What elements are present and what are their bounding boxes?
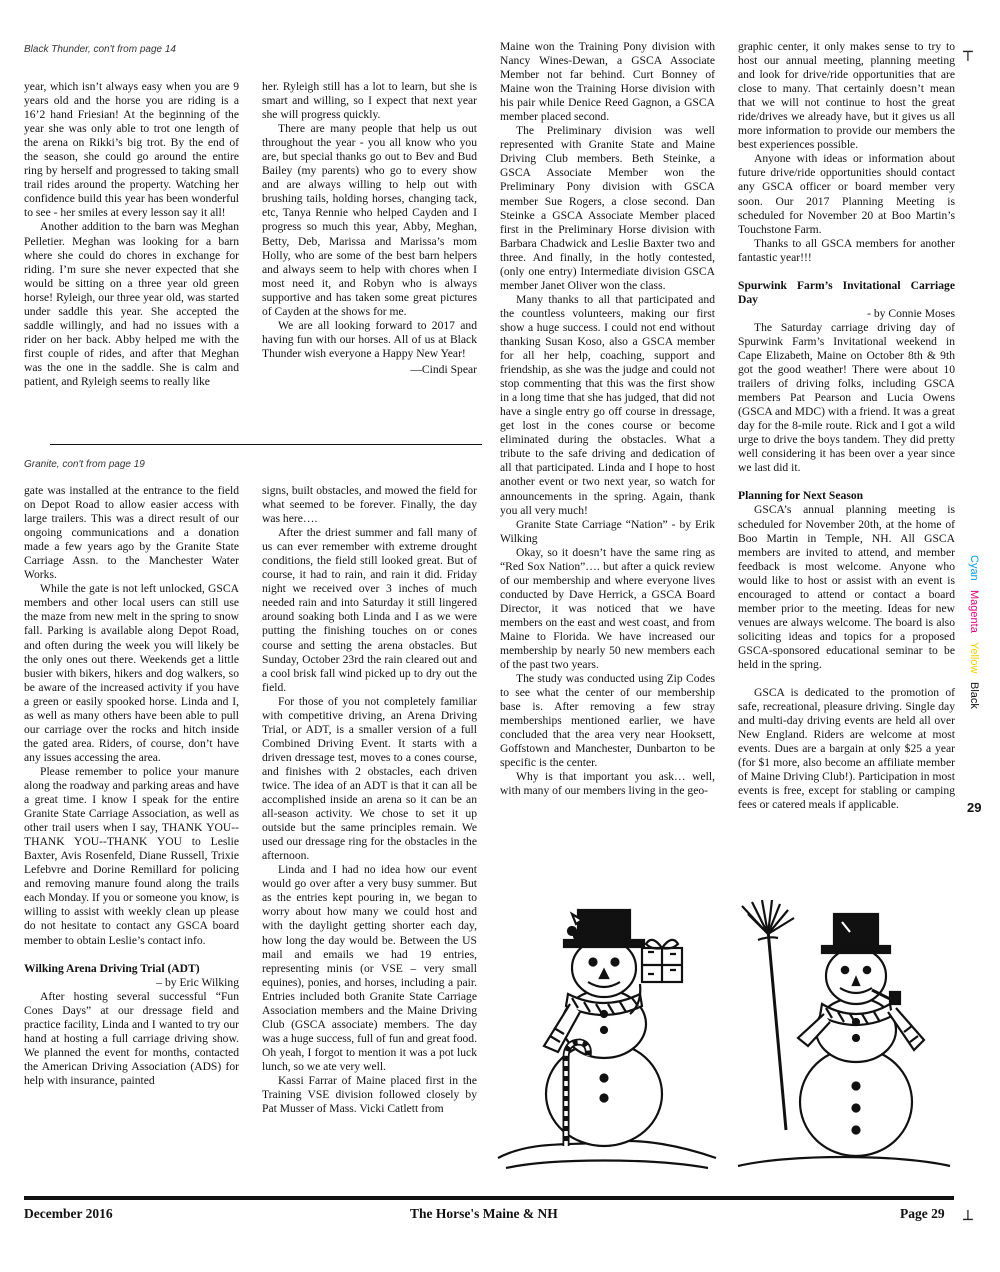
spurwink-byline: - by Connie Moses bbox=[867, 306, 955, 320]
granite-column-1 bbox=[24, 484, 239, 1170]
article-paragraph: While the gate is not left unlocked, GSCA members and other local users can still use the maze from new melt in the spring to snow fall. Parking is available along Depot Road, and often during the week you will likely be the only ones out there. Weekends get a little busier with bikers, hikers and dog walkers, so be aware of the increased activity if you have a green or easily spooked horse. Linda and I, as well as many others have been able to pull our carriage over the rocks and hitch inside the gated area. Riders, of course, don’t have any issues accessing the area. bbox=[24, 582, 239, 764]
article-paragraph: There are many people that help us out throughout the year - you all know who you are, but special thanks go out to Bev and Bud Bailey (my parents) who go to every show and are always willing to help out with brushing tails, holding horses, changing tack, etc, Tanya Rennie who helped Cayden and I progress so much this year, Abby, Meghan, Betty, Deb, Marissa and Marissa’s mom Holly, who are some of the best barn helpers and always seem to help with chores when I most need it, and Robyn who is always supportive and has taken some great pictures of Cayden at the shows for me. bbox=[262, 122, 477, 318]
black-thunder-column-2 bbox=[262, 80, 477, 440]
article-paragraph: year, which isn’t always easy when you are 9 years old and the horse you are riding is a 16’2 hand Friesian! At the beginning of the year she was only able to trot one length of the arena on Rikki’s big trot. By the end of the season, she could go around the entire ring by herself and progressed to taking small trail rides around the property. Watching her confidence build this year has been wonderful to see - her smiles at every lesson say it all! bbox=[24, 80, 239, 220]
footer-rule bbox=[24, 1196, 954, 1200]
black-label: Black bbox=[968, 682, 980, 709]
yellow-label: Yellow bbox=[968, 641, 980, 674]
side-page-number: 29 bbox=[967, 800, 982, 815]
continued-label-black-thunder: Black Thunder, con't from page 14 bbox=[24, 44, 176, 55]
article-paragraph: Another addition to the barn was Meghan Pelletier. Meghan was looking for a barn where she could do chores in exchange for riding. I’m sure she never expected that she would be sitting on a three year old green horse! Ryleigh, our three year old, was started under saddle this year. She accepted the saddle willingly, and had no issues with a rider on her back. Abby helped me with the first couple of rides, and after that Meghan was the one in the saddle. She is calm and patient, and Ryleigh seems to really like bbox=[24, 220, 239, 388]
footer-publication: The Horse's Maine & NH bbox=[410, 1206, 558, 1221]
article-paragraph: The Saturday carriage driving day of Spurwink Farm’s Invitational weekend in Cape Elizabeth, Maine on October 8th & 9th got the good weather! There were about 10 trailers of driving folks, including GSCA members Pat Pearson and Lucia Owens (GSCA and MDC) with a friend. It was a great day for the 8-mile route. Rick and I got a wild urge to drive the boys tandem. They did pretty well considering it has been over a year since we last did it. bbox=[738, 320, 955, 475]
article-paragraph: We are all looking forward to 2017 and having fun with our horses. All of us at Black Thunder wish everyone a Happy New Year! bbox=[262, 318, 477, 360]
article-paragraph: After hosting several successful “Fun Cones Days” at our dressage field and practice facility, Linda and I wanted to try our hand at hosting a full carriage driving show. We planned the event for months, contacted the American Driving Association (ADS) for help with insurance, painted bbox=[24, 989, 239, 1087]
spurwink-heading: Spurwink Farm’s Invitational Carriage Day bbox=[738, 278, 955, 306]
article-paragraph: her. Ryleigh still has a lot to learn, but she is smart and willing, so I expect that next year she will progress quickly. bbox=[262, 80, 477, 122]
article-paragraph: Many thanks to all that participated and the countless volunteers, making our first show a huge success. I could not end without thanking Susan Koso, also a GSCA member for all her help, coaching, support and friendship, as she was the judge and could not stop commenting that this was the first show in a long time that she has judged, that did not have a single entry go off course in dressage, get lost in the cones course or become eliminated during the obstacles. What a tribute to the safe driving and dedication of all that participated. Linda and I hope to host another event or two next year, so watch for announcements in the spring. Again, thank you all very much! bbox=[500, 292, 715, 517]
registration-mark-top: ┬ bbox=[963, 42, 973, 61]
article-paragraph: Anyone with ideas or information about future drive/ride opportunities should contact any GSCA officer or board member very soon. Our 2017 Planning Meeting is scheduled for November 20 at Boo Martin’s Touchstone Farm. bbox=[738, 152, 955, 236]
article-paragraph: GSCA’s annual planning meeting is scheduled for November 20th, at the home of Boo Martin in Temple, NH. All GSCA members are invited to attend, and member feedback is most welcome. Anyone who would like to host or assist with an event is encouraged to attend or contact a board member prior to the meeting. Ideas for new venues are always welcome. The board is also soliciting ideas and topics for a proposed GSCA-sponsored educational seminar to be held in the spring. bbox=[738, 503, 955, 671]
planning-heading: Planning for Next Season bbox=[738, 489, 864, 503]
article-paragraph: graphic center, it only makes sense to try to host our annual meeting, planning meeting and look for drive/ride opportunities that are close to many. That certainly doesn’t mean that we will not continue to host the great ride/drives we already have, but it gives us all more information to provide our members the best experiences possible. bbox=[738, 40, 955, 152]
article-paragraph: gate was installed at the entrance to the field on Depot Road to allow easier access with large trailers. This was a direct result of our ongoing communications and a donation made a few years ago by the Granite State Carriage Assn. to the Manchester Water Works. bbox=[24, 484, 239, 582]
article-paragraph: For those of you not completely familiar with competitive driving, an Arena Driving Trial, or ADT, is a smaller version of a full Combined Driving Event. It starts with a driven dressage test, moves to a cones course, and finishes with 2 obstacles, each driven twice. The idea of an ADT is that it can all be accomplished inside an arena so it can be an all-season activity. We chose to set it up outside but the same principles remain. We used our dressage ring for the obstacles in the afternoon. bbox=[262, 694, 477, 863]
article-paragraph: Why is that important you ask… well, with many of our members living in the geo- bbox=[500, 770, 715, 798]
article-paragraph: The Preliminary division was well represented with Granite State and Maine Driving Club members. Beth Steinke, a GSCA Associate Member won the Preliminary Pony division with GSCA member Sue Rogers, a close second. Dan Steinke a GSCA Associate Member placed first in the Preliminary Horse division with Barbara Chadwick and Leslie Baxter two and three. And finally, in the hotly contested, (only one entry) Intermediate division GSCA member Janet Oliver won the class. bbox=[500, 124, 715, 292]
article-paragraph: Okay, so it doesn’t have the same ring as “Red Sox Nation”…. but after a quick review of our membership and where everyone lives conducted by Dave Herrick, a GSCA Board Director, it was noticed that we have members on the east and west coast, and from Maine to Florida. We have increased our membership by nearly 50 new members each of the past two years. bbox=[500, 545, 715, 672]
story-separator-rule bbox=[50, 444, 482, 445]
signature: —Cindi Spear bbox=[410, 362, 477, 376]
footer-date: December 2016 bbox=[24, 1206, 113, 1221]
cyan-label: Cyan bbox=[968, 555, 980, 581]
magenta-label: Magenta bbox=[968, 589, 980, 633]
snowman-with-gift-illustration bbox=[492, 896, 722, 1176]
column-4 bbox=[738, 40, 955, 880]
article-paragraph: After the driest summer and fall many of us can ever remember with extreme drought conditions, the field still looked great. But of course, it had to rain, and rain it did. Friday night we received over 3 inches of much needed rain and into Saturday it still lingered around soaking both Linda and I as we were putting the finishing touches on or cones course and setting the arena obstacles. But Sunday, October 23rd the rain cleared out and a cool brisk fall wind picked up to dry out the field. bbox=[262, 526, 477, 694]
granite-column-2 bbox=[262, 484, 477, 1170]
adt-heading: Wilking Arena Driving Trial (ADT) bbox=[24, 961, 200, 975]
color-separation-labels bbox=[968, 555, 980, 715]
article-paragraph: Kassi Farrar of Maine placed first in the Training VSE division followed closely by Pat Musser of Mass. Vicki Catlett from bbox=[262, 1073, 477, 1116]
article-paragraph: Thanks to all GSCA members for another fantastic year!!! bbox=[738, 236, 955, 264]
registration-mark-bottom: ┴ bbox=[963, 1210, 973, 1229]
continued-label-granite: Granite, con't from page 19 bbox=[24, 459, 145, 470]
article-paragraph: The study was conducted using Zip Codes to see what the center of our membership base is. After removing a few stray memberships mentioned earlier, we have concluded that the area very near Hooksett, Goffstown and Manchester, Dunbarton to be specific is the center. bbox=[500, 672, 715, 770]
snowman-with-broom-illustration bbox=[728, 900, 960, 1180]
article-paragraph: GSCA is dedicated to the promotion of safe, recreational, pleasure driving. Single day and multi-day driving events are held all over New England. Riders are welcome at most events. Dues are a bargain at only $25 a year (for $1 more, also become an affiliate member of Maine Driving Club!). Participation in most events is free, except for stabling or camping fees or catered meals if applicable. bbox=[738, 686, 955, 812]
article-paragraph: Granite State Carriage “Nation” - by Erik Wilking bbox=[500, 517, 715, 545]
adt-byline: – by Eric Wilking bbox=[156, 975, 239, 989]
article-paragraph: Maine won the Training Pony division with Nancy Wines-Dewan, a GSCA Associate Member not far behind. Curt Bonney of Maine won the Training Horse division with his pair while Denice Reed Gagnon, a GSCA member placed second. bbox=[500, 40, 715, 124]
article-paragraph: Linda and I had no idea how our event would go over after a very busy summer. But as the entries kept pouring in, we began to worry about how many we could host and with the daylight getting shorter each day, how long the day would be. Between the US mail and emails we had 19 entries, representing minis (or VSE – very small equines), ponies, and horses, including a pair. Entries included both Granite State Carriage Association members and the Maine Driving Club (GSCA associate) members. The day was a huge success, full of fun and great food. Oh yeah, I forgot to mention it was a pot luck lunch, so we ate very well. bbox=[262, 863, 477, 1073]
article-paragraph: signs, built obstacles, and mowed the field for what seemed to be forever. Finally, the day was here…. bbox=[262, 484, 477, 526]
footer-page: Page 29 bbox=[900, 1206, 945, 1221]
black-thunder-column-1 bbox=[24, 80, 239, 440]
article-paragraph: Please remember to police your manure along the roadway and parking areas and have a great time. I know I speak for the entire Granite State Carriage Association, as well as other trail users when I say, THANK YOU--THANK YOU--THANK YOU to Leslie Baxter, Avis Rosenfeld, Diane Russell, Trixie Lefebvre and Dorine Remillard for policing and removing manure found along the trails each Monday. If you or someone you know, is willing to assist with weekly clean up please do not hesitate to contact any GSCA board member to obtain Leslie’s contact info. bbox=[24, 764, 239, 947]
granite-column-3 bbox=[500, 40, 715, 870]
